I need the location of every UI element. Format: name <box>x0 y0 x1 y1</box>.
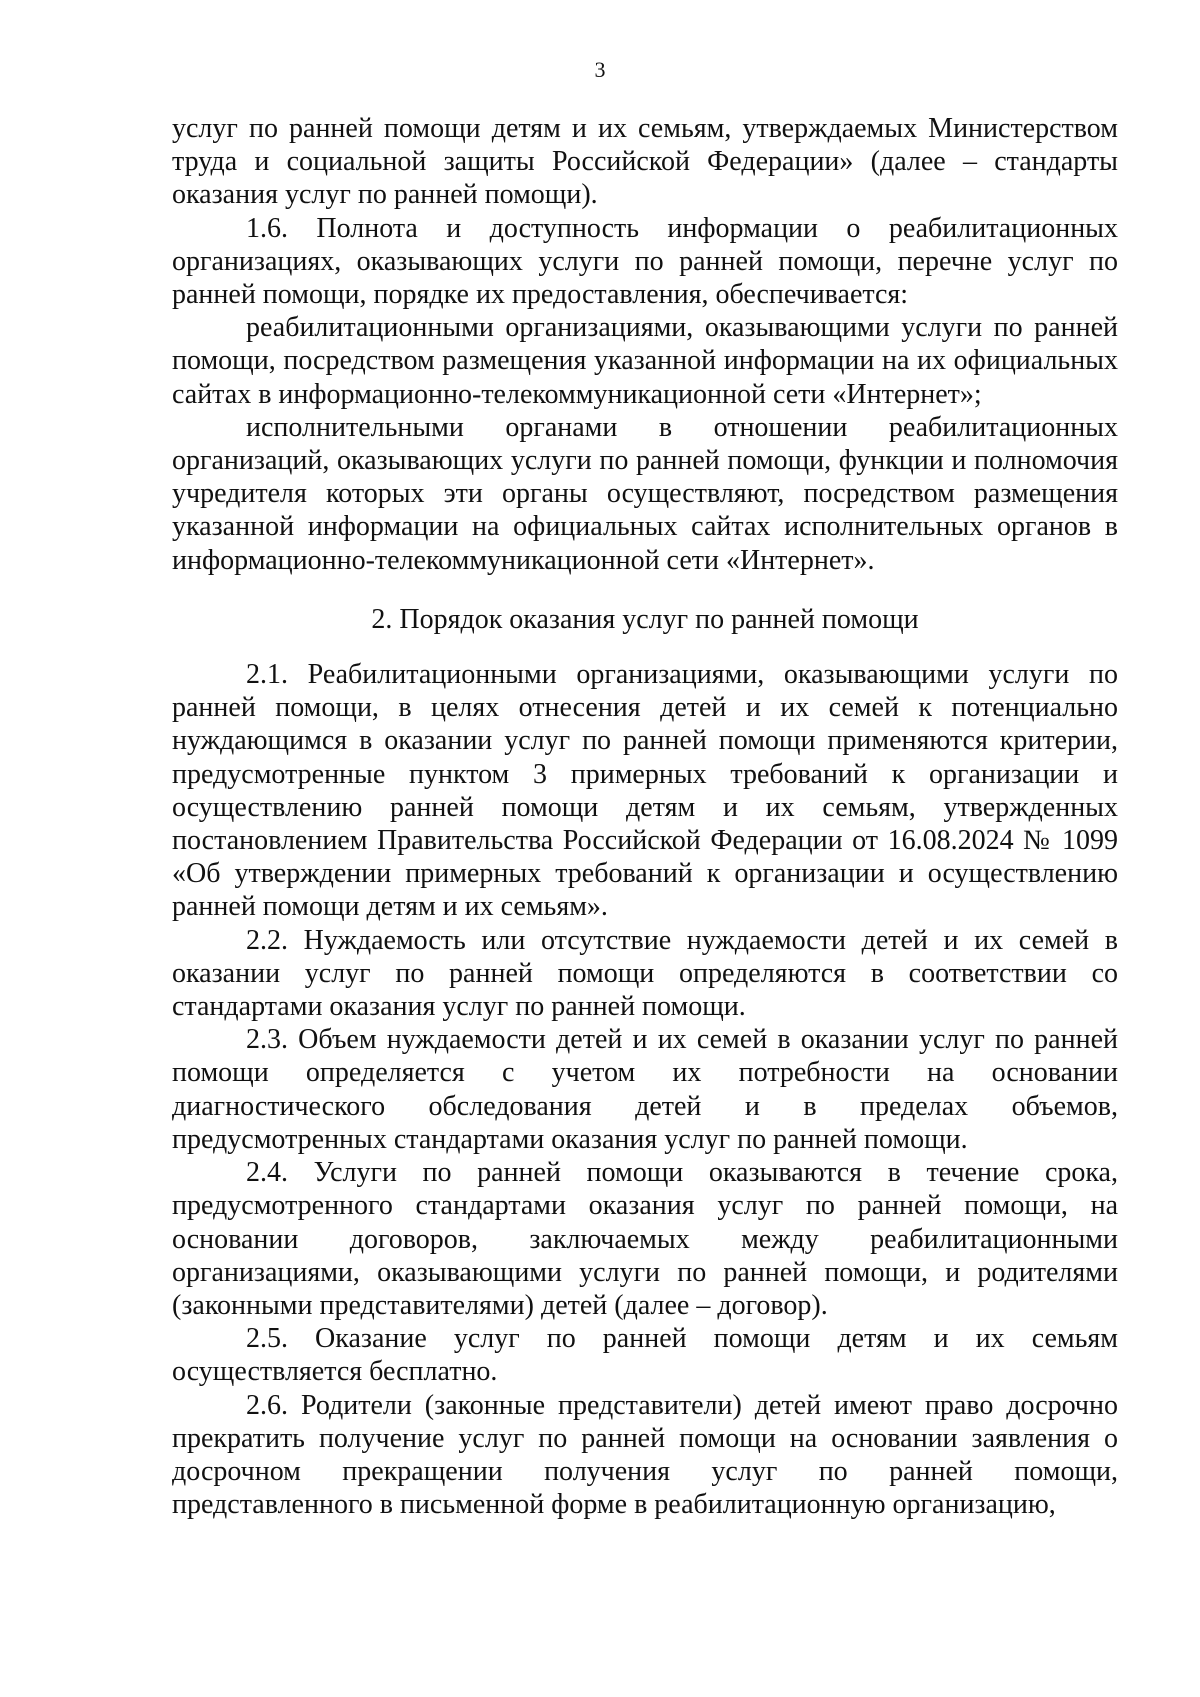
paragraph-2-6: 2.6. Родители (законные представители) детей имеют право досрочно прекратить получение услуг по ранней помощи на основании заявления о досрочном прекращении получения услуг по ранней помощи, представленного в письменной форме в реабилитационную организацию, <box>172 1389 1118 1521</box>
paragraph-2-1: 2.1. Реабилитационными организациями, оказывающими услуги по ранней помощи, в целях отнесения детей и их семей к потенциально нуждающимся в оказании услуг по ранней помощи применяются критерии, предусмотренные пунктом 3 примерных требований к организации и осуществлению ранней помощи детям и их семьям, утвержденных постановлением Правительства Российской Федерации от 16.08.2024 № 1099 «Об утверждении примерных требований к организации и осуществлению ранней помощи детям и их семьям». <box>172 659 1118 923</box>
paragraph-2-2: 2.2. Нуждаемость или отсутствие нуждаемости детей и их семей в оказании услуг по ранней помощи определяются в соответствии со стандартами оказания услуг по ранней помощи. <box>172 924 1118 1023</box>
section-heading: 2. Порядок оказания услуг по ранней помощи <box>371 603 919 635</box>
paragraph-executive-bodies: исполнительными органами в отношении реабилитационных организаций, оказывающих услуги по ранней помощи, функции и полномочия учредителя которых эти органы осуществляют, посредством размещения указанной информации на официальных сайтах исполнительных органов в информационно-телекоммуникационной сети «Интернет». <box>172 411 1118 576</box>
paragraph-2-5: 2.5. Оказание услуг по ранней помощи детям и их семьям осуществляется бесплатно. <box>172 1323 1118 1388</box>
page-number: 3 <box>594 57 606 82</box>
paragraph-1-6: 1.6. Полнота и доступность информации о реабилитационных организациях, оказывающих услуги по ранней помощи, перечне услуг по ранней помощи, порядке их предоставления, обеспечивается: <box>172 212 1118 311</box>
paragraph-rehab-organizations: реабилитационными организациями, оказывающими услуги по ранней помощи, посредством размещения указанной информации на их официальных сайтах в информационно-телекоммуникационной сети «Интернет»; <box>172 312 1118 410</box>
document-body <box>172 112 1118 1521</box>
paragraph-continuation: услуг по ранней помощи детям и их семьям, утверждаемых Министерством труда и социальной защиты Российской Федерации» (далее – стандарты оказания услуг по ранней помощи). <box>172 113 1118 211</box>
paragraph-2-3: 2.3. Объем нуждаемости детей и их семей в оказании услуг по ранней помощи определяется с учетом их потребности на основании диагностического обследования детей и в пределах объемов, предусмотренных стандартами оказания услуг по ранней помощи. <box>172 1024 1118 1155</box>
paragraph-2-4: 2.4. Услуги по ранней помощи оказываются в течение срока, предусмотренного стандартами оказания услуг по ранней помощи, на основании договоров, заключаемых между реабилитационными организациями, оказывающими услуги по ранней помощи, и родителями (законными представителями) детей (далее – договор). <box>172 1157 1118 1321</box>
